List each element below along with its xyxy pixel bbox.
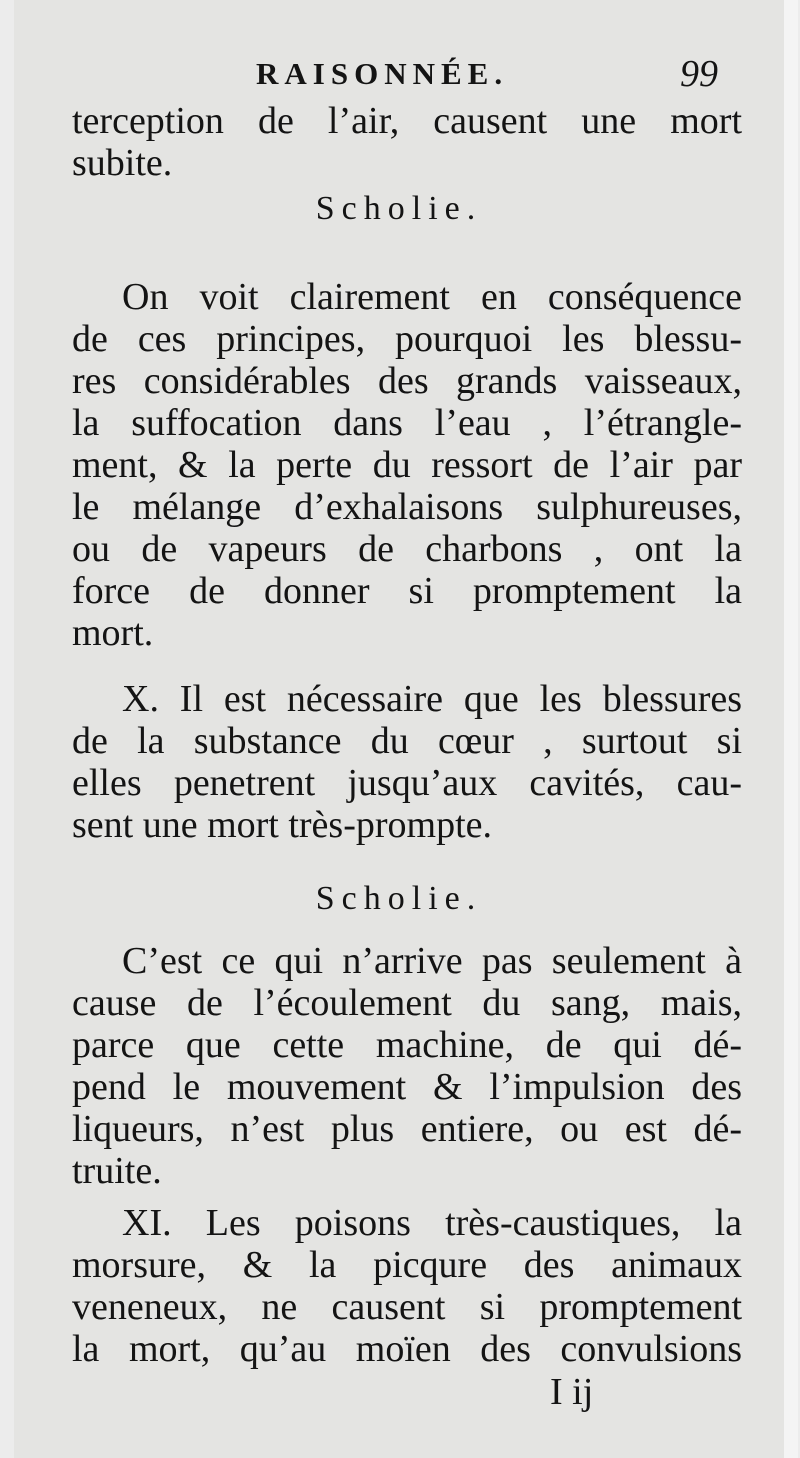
text-line: cause de l’écoulement du sang, mais, (72, 982, 742, 1024)
text-line: truite. (72, 1150, 162, 1192)
text-line: sent une mort très-prompte. (72, 804, 493, 846)
text-line: la suffocation dans l’eau , l’étrangle- (72, 402, 742, 444)
paragraph-scholie-2 (72, 940, 742, 1192)
text-line: X. Il est nécessaire que les blessures (122, 678, 742, 720)
continued-text (72, 100, 742, 184)
paragraph-article-x (72, 678, 742, 846)
text-line: de ces principes, pourquoi les blessu- (72, 318, 742, 360)
text-line: ou de vapeurs de charbons , ont la (72, 528, 742, 570)
text-line: ment, & la perte du ressort de l’air par (72, 444, 742, 486)
text-line: mort. (72, 612, 154, 654)
text-line: morsure, & la picqure des animaux (72, 1244, 742, 1286)
text-line: liqueurs, n’est plus entiere, ou est dé- (72, 1108, 742, 1150)
text-line: XI. Les poisons très-caustiques, la (122, 1202, 742, 1244)
text-line: elles penetrent jusqu’aux cavités, cau- (72, 762, 742, 804)
running-head: RAISONNÉE. (256, 56, 509, 91)
text-line: force de donner si promptement la (72, 570, 742, 612)
text-line: le mélange d’exhalaisons sulphureuses, (72, 486, 742, 528)
signature-mark: I ij (550, 1371, 594, 1413)
page-number: 99 (680, 53, 718, 95)
paragraph-article-xi (72, 1202, 742, 1370)
text-line: pend le mouvement & l’impulsion des (72, 1066, 742, 1108)
text-line: subite. (72, 142, 173, 184)
text-line: veneneux, ne causent si promptement (72, 1286, 742, 1328)
paragraph-scholie-1 (72, 276, 742, 654)
book-page (14, 0, 784, 1458)
text-line: de la substance du cœur , surtout si (72, 720, 742, 762)
section-heading-scholie-1: Scholie. (315, 190, 483, 227)
text-line: C’est ce qui n’arrive pas seulement à (122, 940, 742, 982)
section-heading-scholie-2: Scholie. (315, 880, 483, 917)
text-line: la mort, qu’au moïen des convulsions (72, 1328, 742, 1370)
text-line: res considérables des grands vaisseaux, (72, 360, 742, 402)
page-header (14, 53, 784, 100)
text-line: On voit clairement en conséquence (122, 276, 742, 318)
text-line: terception de l’air, causent une mort (72, 100, 742, 142)
text-line: parce que cette machine, de qui dé- (72, 1024, 742, 1066)
